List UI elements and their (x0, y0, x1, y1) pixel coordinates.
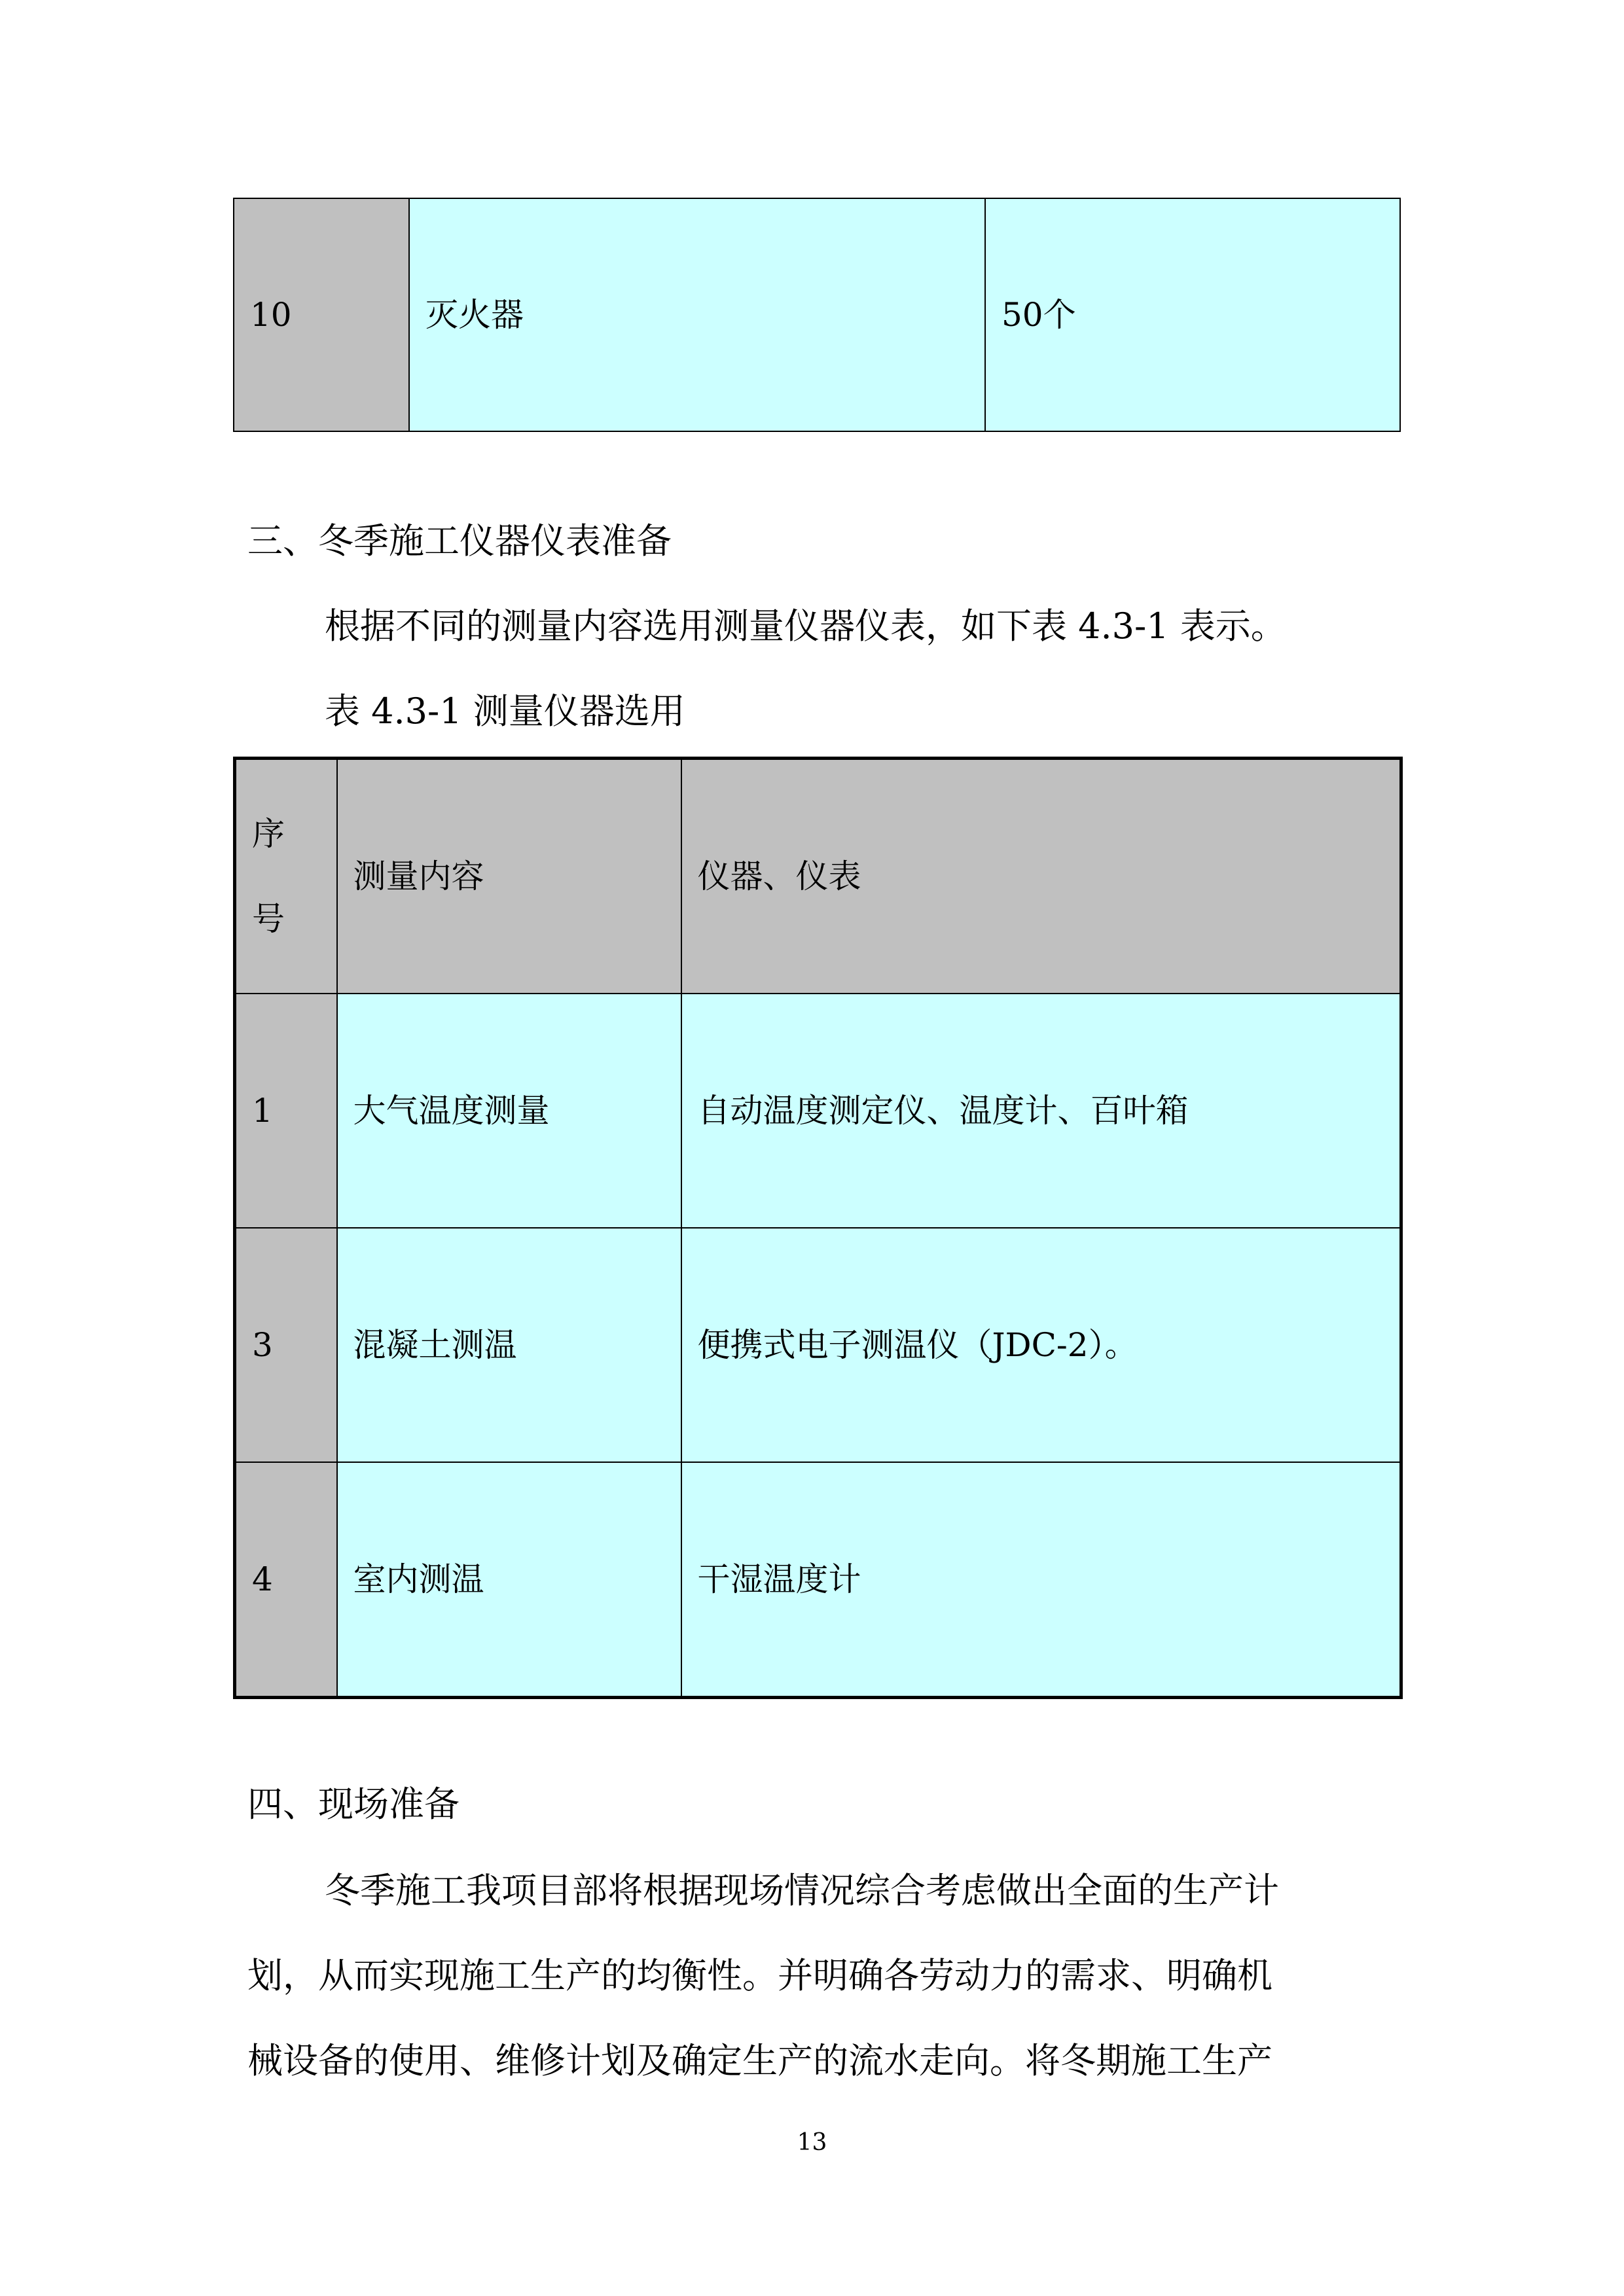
section-3-heading: 三、冬季施工仪器仪表准备 (247, 520, 672, 562)
table-row (235, 1228, 1401, 1462)
page-number: 13 (797, 2129, 827, 2156)
table-row (235, 994, 1401, 1228)
table-caption: 表 4.3-1 测量仪器选用 (325, 691, 685, 732)
header-serial-number (235, 759, 337, 994)
instruments-cell: 便携式电子测温仪（JDC-2）。 (681, 1228, 1401, 1462)
measurement-content-cell: 混凝土测温 (337, 1228, 681, 1462)
row-number-cell: 10 (234, 198, 409, 431)
table-row (235, 1462, 1401, 1698)
section-4-heading: 四、现场准备 (247, 1784, 460, 1825)
instruments-cell: 干湿温度计 (681, 1462, 1401, 1698)
row-number-cell: 1 (235, 994, 337, 1228)
section-3-paragraph: 根据不同的测量内容选用测量仪器仪表，如下表 4.3-1 表示。 (325, 605, 1286, 647)
measurement-content-cell: 室内测温 (337, 1462, 681, 1698)
header-instruments: 仪器、仪表 (681, 759, 1401, 994)
header-measurement-content: 测量内容 (337, 759, 681, 994)
row-number-cell: 4 (235, 1462, 337, 1698)
section-4-line-2: 划，从而实现施工生产的均衡性。并明确各劳动力的需求、明确机 (247, 1955, 1272, 1996)
section-4-line-3: 械设备的使用、维修计划及确定生产的流水走向。将冬期施工生产 (247, 2040, 1272, 2081)
quantity-cell: 50个 (985, 198, 1400, 431)
table-row (234, 198, 1400, 431)
table-header-row (235, 759, 1401, 994)
item-name-cell: 灭火器 (409, 198, 985, 431)
row-number-cell: 3 (235, 1228, 337, 1462)
previous-equipment-table (233, 198, 1401, 432)
measurement-content-cell: 大气温度测量 (337, 994, 681, 1228)
section-4-line-1: 冬季施工我项目部将根据现场情况综合考虑做出全面的生产计 (325, 1870, 1279, 1911)
header-serial-line-2: 号 (252, 900, 285, 938)
header-serial-line-1: 序 (252, 815, 285, 853)
instruments-cell: 自动温度测定仪、温度计、百叶箱 (681, 994, 1401, 1228)
instrument-selection-table (233, 757, 1403, 1699)
